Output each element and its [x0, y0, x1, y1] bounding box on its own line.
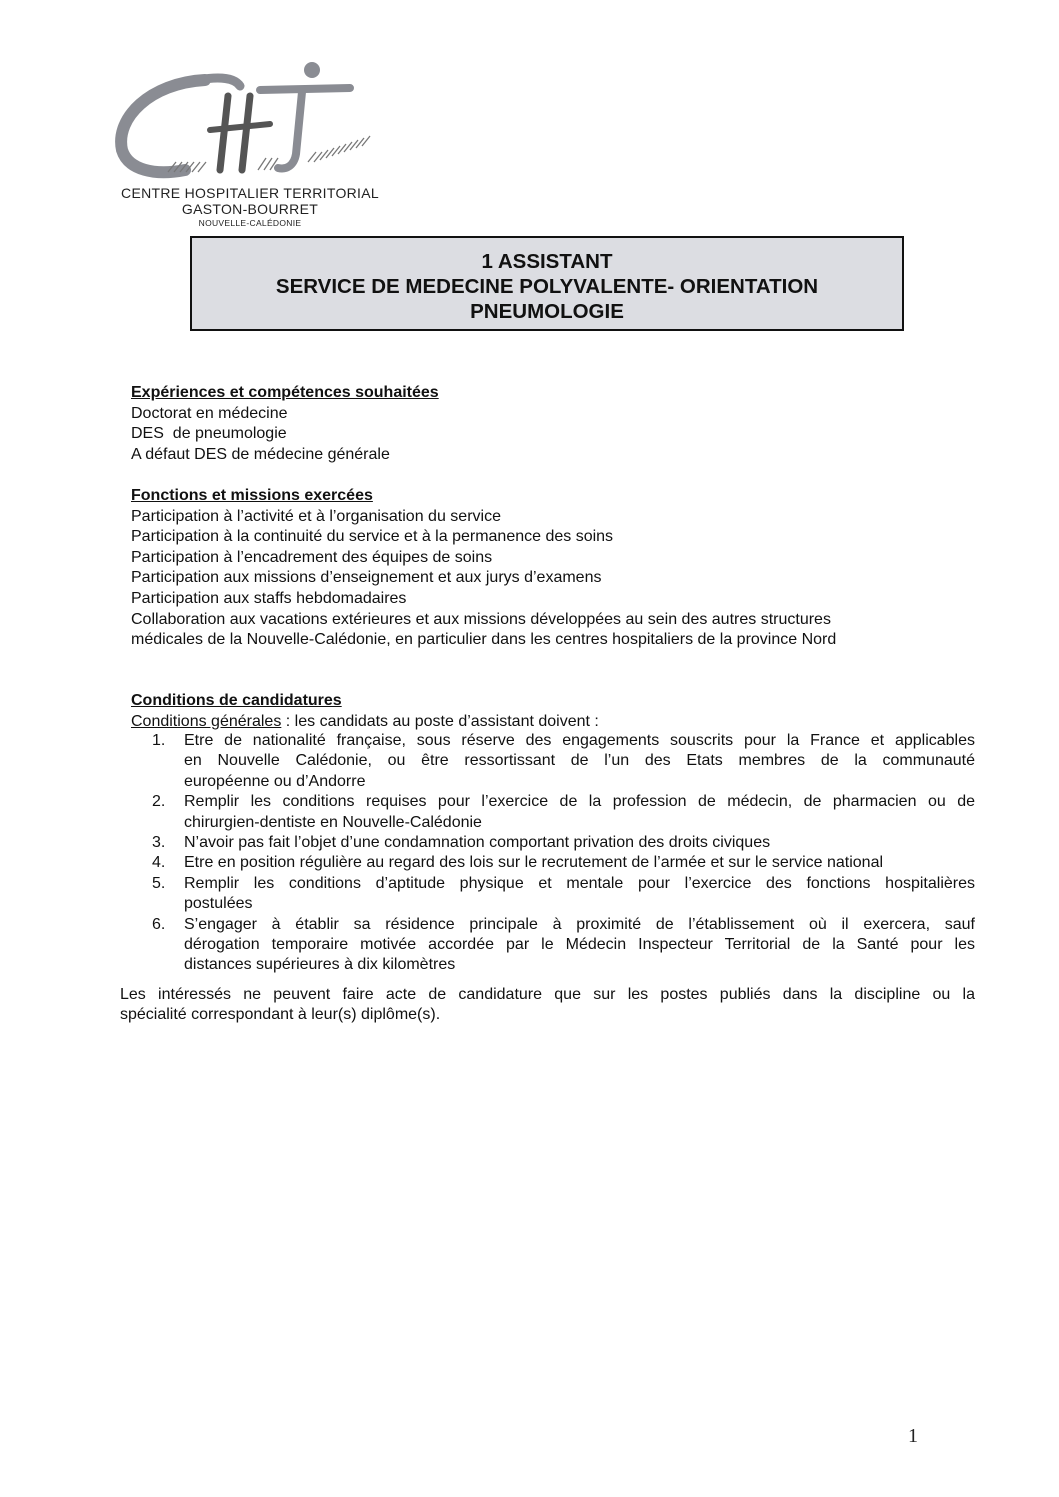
list-line: Remplir les conditions d’aptitude physique et mentale pour l’exercice des fonctions hospitalières — [184, 874, 975, 892]
list-number: 4. — [152, 854, 166, 872]
conditions-heading: Conditions de candidatures — [131, 692, 342, 709]
list-number: 3. — [152, 834, 166, 852]
fonctions-item: Participation aux staffs hebdomadaires — [131, 589, 407, 607]
page-number: 1 — [908, 1425, 918, 1447]
list-line: Etre en position régulière au regard des lois sur le recrutement de l’armée et sur le service national — [184, 854, 884, 872]
list-line: S’engager à établir sa résidence principale à proximité de l’établissement où il exercera, sauf — [184, 915, 975, 933]
list-item — [131, 731, 975, 792]
fonctions-heading: Fonctions et missions exercées — [131, 487, 373, 504]
experiences-heading: Expériences et compétences souhaitées — [131, 384, 439, 401]
fonctions-item: Participation à l’encadrement des équipes de soins — [131, 548, 493, 566]
job-title-box — [190, 236, 904, 331]
org-name: CENTRE HOSPITALIER TERRITORIAL — [121, 185, 379, 201]
experiences-section — [131, 383, 439, 465]
list-line: chirurgien-dentiste en Nouvelle-Calédonie — [184, 813, 482, 831]
list-item — [131, 915, 975, 976]
list-line: N’avoir pas fait l’objet d’une condamnation comportant privation des droits civiques — [184, 834, 771, 852]
fonctions-item: Collaboration aux vacations extérieures et aux missions développées au sein des autres structures — [131, 610, 831, 628]
fonctions-item: Participation à l’activité et à l’organisation du service — [131, 507, 501, 525]
title-line-3: PNEUMOLOGIE — [470, 300, 624, 323]
hospital-logo — [110, 58, 390, 233]
org-subtitle: GASTON-BOURRET — [181, 201, 319, 217]
experiences-item: DES de pneumologie — [131, 425, 287, 443]
list-line: Remplir les conditions requises pour l’exercice de la profession de médecin, de pharmacien ou de — [184, 793, 975, 811]
list-item — [131, 874, 975, 915]
list-item — [131, 833, 975, 853]
list-number: 2. — [152, 793, 166, 811]
title-line-2: SERVICE DE MEDECINE POLYVALENTE- ORIENTATION — [275, 275, 819, 298]
fonctions-item: Participation à la continuité du service et à la permanence des soins — [131, 528, 614, 546]
list-item — [131, 792, 975, 833]
list-number: 1. — [152, 732, 166, 749]
list-number: 6. — [152, 915, 166, 933]
list-item — [131, 853, 975, 873]
org-region: NOUVELLE-CALÉDONIE — [198, 218, 302, 228]
fonctions-item: Participation aux missions d’enseignement et aux jurys d’examens — [131, 569, 602, 587]
fonctions-section — [131, 486, 836, 651]
list-line: postulées — [184, 895, 253, 913]
list-number: 5. — [152, 874, 166, 892]
closing-line: spécialité correspondant à leur(s) diplôme(s). — [120, 1006, 441, 1024]
list-line: dérogation temporaire motivée accordée par le Médecin Inspecteur Territorial de la Santé pour les — [184, 936, 975, 954]
title-line-1: 1 ASSISTANT — [481, 250, 613, 273]
conditions-list — [131, 731, 975, 976]
cht-logo-icon — [110, 58, 390, 183]
fonctions-item: médicales de la Nouvelle-Calédonie, en particulier dans les centres hospitaliers de la province Nord — [131, 631, 837, 649]
list-line: distances supérieures à dix kilomètres — [184, 956, 456, 974]
conditions-sub-text: : les candidats au poste d’assistant doivent : — [281, 712, 599, 730]
list-line: en Nouvelle Calédonie, ou être ressortissant de l’un des Etats membres de la communauté — [184, 752, 975, 770]
closing-line: Les intéressés ne peuvent faire acte de candidature que sur les postes publiés dans la discipline ou la — [120, 986, 975, 1003]
list-line: européenne ou d’Andorre — [184, 772, 366, 790]
conditions-sub-label: Conditions générales — [131, 712, 282, 730]
closing-paragraph — [120, 985, 975, 1026]
experiences-item: Doctorat en médecine — [131, 404, 288, 422]
list-line: Etre de nationalité française, sous réserve des engagements souscrits pour la France et applicables — [184, 732, 975, 749]
conditions-section — [131, 691, 599, 732]
experiences-item: A défaut DES de médecine générale — [131, 445, 390, 463]
conditions-subheading — [131, 712, 599, 733]
